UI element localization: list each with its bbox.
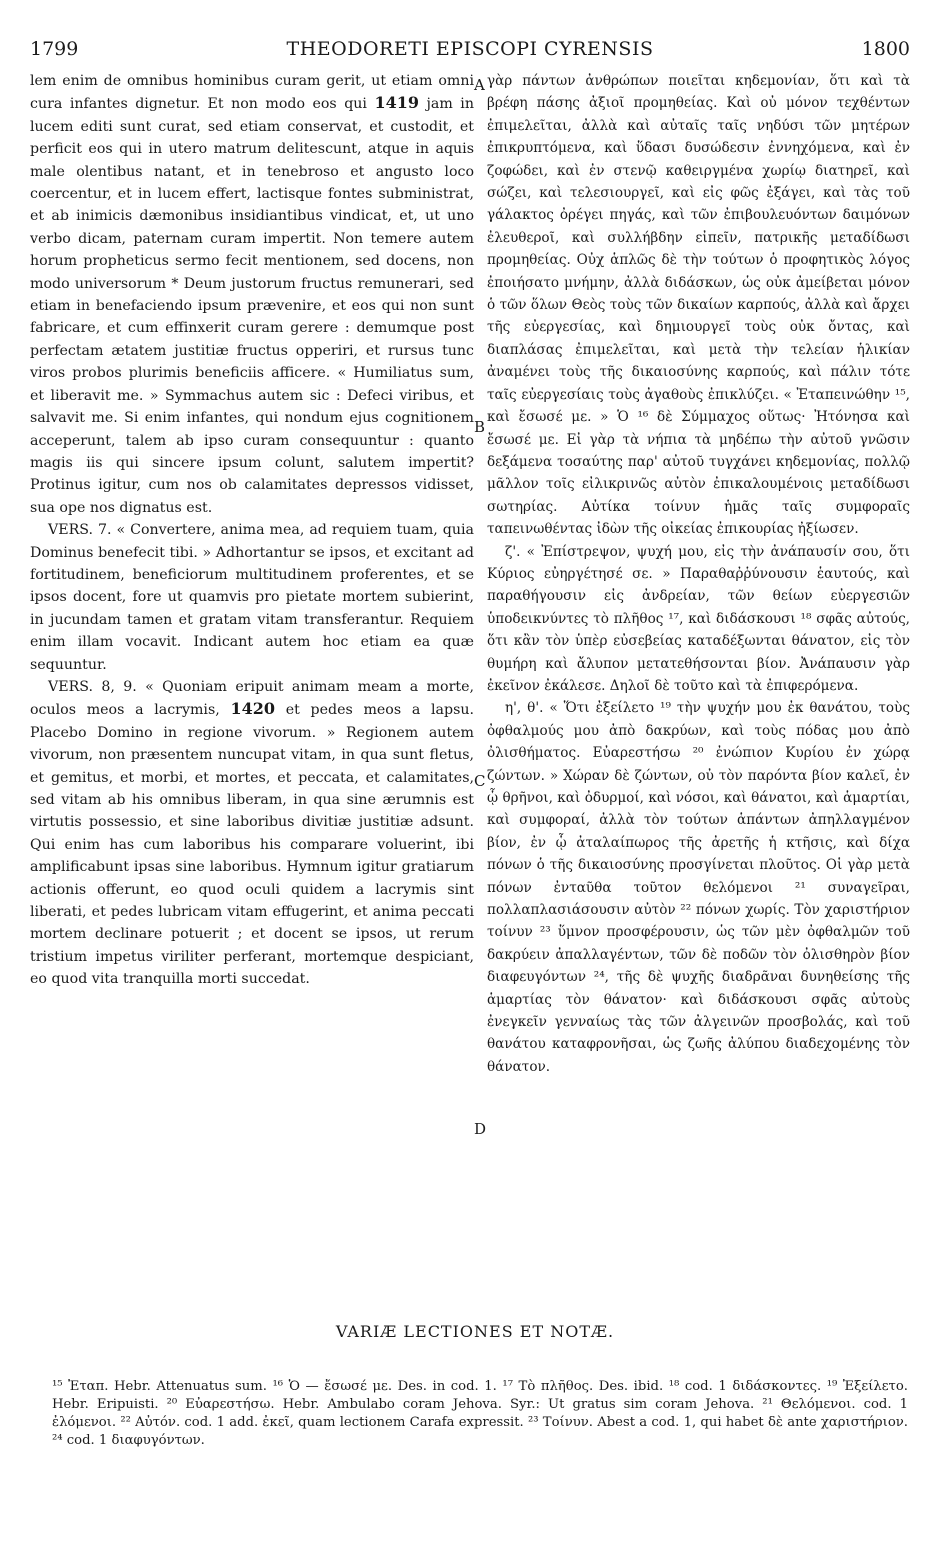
latin-text: jam in lucem editi sunt curat, sed etiam conservat, et custodit, et perficit eos qui in utero matrum delitescunt, atque in aquis male olentibus natant, et in tenebroso et angusto loco coercentur, et in lucem effert, lactisque fontes subministrat, et ab inimicis dæmonibus insidiantibus vindicat, et, ut uno verbo dicam, paternam curam impertit. Non temere autem horum propheticus sermo fecit mentionem, sed docens, non modo universorum * Deum justorum fructus remunerari, sed etiam in benefaciendo ipsum prævenire, et eos qui non sunt fabricare, et cum effinxerit curam gerere : demumque post perfectam ætatem justitiæ fructus opperiri, et rursus tunc viros probos plurimis beneficiis afficere. « Humiliatus sum, et liberavit me. » Symmachus autem sic : Defeci viribus, et salvavit me. Si enim infantes, qui nondum ejus cognitionem acceperunt, talem ab ipso curam consequuntur : quanto magis iis qui sincere ipsum colunt, salutem impertit? Protinus igitur, cum nos ob calamitates depressos vidisset, sua ope nos dignatus est.: [30, 96, 474, 516]
section-marker-a: A: [474, 76, 485, 94]
greek-paragraph-1: γὰρ πάντων ἀνθρώπων ποιεῖται κηδεμονίαν, ὅτι καὶ τὰ βρέφη πάσης ἀξιοῖ προμηθείας. Καὶ οὐ μόνον τεχθέντων ἐπιμελεῖται, ἀλλὰ καὶ αὐταῖς ταῖς νηδύσι τῶν μητέρων ἐπικρυπτόμενα, καὶ ὕδασι δυσώδεσιν ἐννηχόμενα, καὶ ἐν ζοφώδει, καὶ ἐν στενῷ καθειργμένα χωρίῳ διατηρεῖ, καὶ σώζει, καὶ τελεσιουργεῖ, καὶ εἰς φῶς ἐξάγει, καὶ τὰς τοῦ γάλακτος ὀρέγει πηγάς, καὶ τῶν ἐπιβουλευόντων δαιμόνων ἐλευθεροῖ, καὶ συλλήβδην εἰπεῖν, πατρικῆς μεταδίδωσι προμηθείας. Οὐχ ἁπλῶς δὲ τὴν τούτων ὁ προφητικὸς λόγος ἐποιήσατο μνήμην, ἀλλὰ διδάσκων, ὡς οὐκ ἀμείβεται μόνον ὁ τῶν ὅλων Θεὸς τοὺς τῶν δικαίων καρπούς, ἀλλὰ καὶ ἄρχει τῆς εὐεργεσίας, καὶ δημιουργεῖ τοὺς οὐκ ὄντας, καὶ διαπλάσας ἐπιμελεῖται, καὶ μετὰ τὴν τελείαν ἡλικίαν ἀναμένει τοὺς τῆς δικαιοσύνης καρπούς, καὶ πάλιν τότε ταῖς εὐεργεσίαις τοὺς ἀγαθοὺς ἐπικλύζει. « Ἐταπεινώθην ¹⁵, καὶ ἔσωσέ με. » Ὁ ¹⁶ δὲ Σύμμαχος οὕτως· Ἠτόνησα καὶ ἔσωσέ με. Εἰ γὰρ τὰ νήπια τὰ μηδέπω τὴν αὐτοῦ γνῶσιν δεξάμενα τοσαύτης παρ' αὐτοῦ τυγχάνει κηδεμονίας, πολλῷ μᾶλλον τοῖς εἰλικρινῶς αὐτὸν ἐπικαλουμένοις μεταδίδωσι σωτηρίας. Αὐτίκα τοίνυν ἡμᾶς ταῖς συμφοραῖς ταπεινωθέντας ἰδὼν τῆς οἰκείας ἐπικουρίας ἠξίωσεν.: [487, 73, 910, 538]
section-marker-c: C: [474, 772, 486, 790]
latin-text: et pedes meos a lapsu. Placebo Domino in regione vivorum. » Regionem autem vivorum, non præsentem nuncupat vitam, in qua sunt fletus, et gemitus, et morbi, et mortes, et peccata, et calamitates, sed vitam ab his omnibus liberam, in qua sine ærumnis est virtutis possessio, et sine laboribus divitiæ justitiæ adsunt. Qui enim has cum laboribus his comparare voluerint, ibi amplificabunt ipsas sine laboribus. Hymnum igitur gratiarum actionis offerunt, eo quod oculi quidem a lacrymis sint liberati, et pedes lubricam vitam effugerint, et anima peccati mortem declinare potuerit ; et docent se ipsos, ut rerum tristium impetus viriliter perferant, mortemque despiciant, eo quod vita tranquilla morti succedat.: [30, 702, 475, 988]
latin-paragraph-1: [30, 70, 474, 519]
latin-paragraph-3: [30, 676, 474, 991]
latin-column: [30, 70, 474, 991]
page-number-marker: 1420: [230, 699, 275, 719]
page-number-marker: 1419: [374, 93, 419, 113]
running-header: [30, 38, 910, 68]
notes-text: ¹⁵ Ἐταπ. Hebr. Attenuatus sum. ¹⁶ Ὁ — ἔσωσέ με. Des. in cod. 1. ¹⁷ Τὸ πλῆθος. Des. ibid. ¹⁸ cod. 1 διδάσκοντες. ¹⁹ Ἐξείλετο. Hebr. Eripuisti. ²⁰ Εὐαρεστήσω. Hebr. Ambulabo coram Jehova. Syr.: Ut gratus sim coram Jehova. ²¹ Θελόμενοι. cod. 1 ἐλόμενοι. ²² Αὐτόν. cod. 1 add. ἐκεῖ, quam lectionem Carafa expressit. ²³ Τοίνυν. Abest a cod. 1, qui habet δὲ ante χαριστήριον. ²⁴ cod. 1 διαφυγόντων.: [52, 1379, 908, 1448]
notes-heading: VARIÆ LECTIONES ET NOTÆ.: [335, 1322, 615, 1341]
greek-paragraph-3: η', θ'. « Ὅτι ἐξείλετο ¹⁹ τὴν ψυχήν μου ἐκ θανάτου, τοὺς ὀφθαλμούς μου ἀπὸ δακρύων, καὶ τοὺς πόδας μου ἀπὸ ὀλισθήματος. Εὐαρεστήσω ²⁰ ἐνώπιον Κυρίου ἐν χώρᾳ ζώντων. » Χώραν δὲ ζώντων, οὐ τὸν παρόντα βίον καλεῖ, ἐν ᾧ θρῆνοι, καὶ ὀδυρμοί, καὶ νόσοι, καὶ θάνατοι, καὶ ἁμαρτίαι, καὶ συμφοραί, ἀλλὰ τὸν τούτων ἁπάντων ἀπηλλαγμένον βίον, ἐν ᾧ ἀταλαίπωρος τῆς ἀρετῆς ἡ κτῆσις, καὶ δίχα πόνων ὁ τῆς δικαιοσύνης προσγίνεται πλοῦτος. Οἱ γὰρ μετὰ πόνων ἐνταῦθα τοῦτον θελόμενοι ²¹ συναγεῖραι, πολλαπλασιάσουσιν αὐτὸν ²² πόνων χωρίς. Τὸν χαριστήριον τοίνυν ²³ ὕμνον προσφέρουσιν, ὡς τῶν μὲν ὀφθαλμῶν τοῦ δακρύειν ἀπαλλαγέντων, τῶν δὲ ποδῶν τὸν ὀλισθηρὸν βίον διαφευγόντων ²⁴, τῆς δὲ ψυχῆς διαδρᾶναι δυνηθείσης τῆς ἁμαρτίας τὸν θάνατον· καὶ διδάσκουσι σφᾶς αὐτοὺς ἐνεγκεῖν γενναίως τὰς τῶν ἀλγεινῶν προσβολάς, καὶ τοῦ θανάτου καταφρονῆσαι, ὡς ζωῆς ἀλύπου διαδεχομένης τὸν θάνατον.: [487, 700, 910, 1075]
section-marker-b: B: [474, 418, 486, 436]
latin-text: VERS. 8, 9. « Quoniam eripuit animam meam a morte, oculos meos a lacrymis,: [30, 678, 474, 719]
running-title: THEODORETI EPISCOPI CYRENSIS: [286, 38, 654, 60]
latin-text: lem enim de omnibus hominibus curam gerit, ut etiam omni cura infantes dignetur. Et non modo eos qui: [30, 73, 474, 113]
page-number-left: 1799: [30, 38, 79, 60]
greek-paragraph-2: ζ'. « Ἐπίστρεψον, ψυχή μου, εἰς τὴν ἀνάπαυσίν σου, ὅτι Κύριος εὐηργέτησέ σε. » Παραθαῤῥύνουσιν ἑαυτούς, καὶ παραθήγουσιν εἰς ἀνδρείαν, τῶν θείων εὐεργεσιῶν ὑποδεικνύντες τὸ πλῆθος ¹⁷, καὶ διδάσκουσι ¹⁸ σφᾶς αὐτούς, ὅτι κἂν τὸν ὑπὲρ εὐσεβείας καταδέξωνται θάνατον, εἰς τὸν θυμήρη καὶ ἄλυπον μετατεθήσονται βίον. Ἀνάπαυσιν γὰρ ἐκεῖνον ἐκάλεσε. Δηλοῖ δὲ τοῦτο καὶ τὰ ἐπιφερόμενα.: [487, 543, 910, 694]
greek-column: [487, 70, 910, 1078]
section-marker-d: D: [474, 1120, 487, 1138]
page-number-right: 1800: [861, 38, 910, 60]
latin-paragraph-2: VERS. 7. « Convertere, anima mea, ad requiem tuam, quia Dominus benefecit tibi. » Adhortantur se ipsos, et excitant ad fortitudinem, beneficiorum multitudinem proferentes, et se ipsos docent, fore ut quamvis pro pietate mortem subierint, in jucundam tamen et gratam vitam transferantur. Requiem enim illam vocavit. Indicant autem hoc etiam ea quæ sequuntur.: [30, 522, 474, 673]
